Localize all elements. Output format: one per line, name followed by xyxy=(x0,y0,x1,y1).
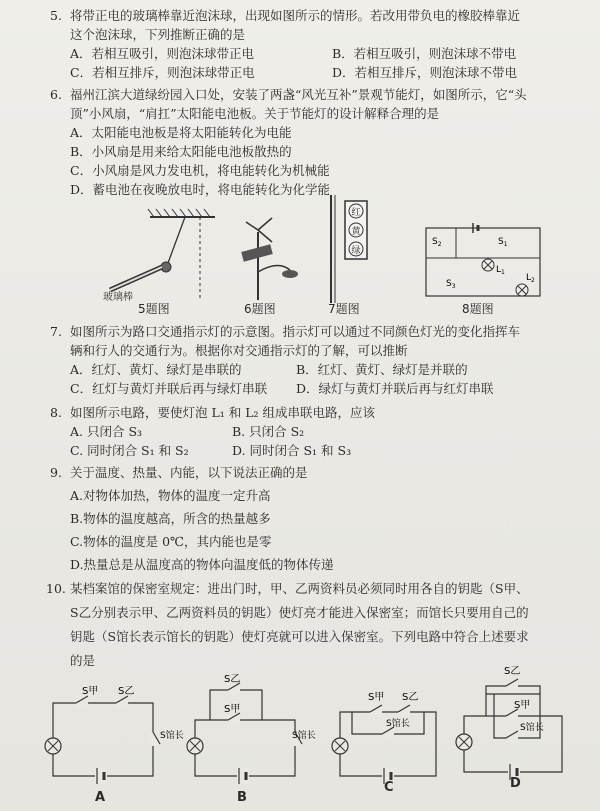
q8-option-d: D. 同时闭合 S₁ 和 S₃ xyxy=(232,443,352,458)
fig8-s3-label: $S_3$ xyxy=(446,279,456,290)
fig7-caption: 7题图 xyxy=(328,302,360,316)
q6-number: 6. xyxy=(50,87,62,102)
q5-option-b: B．若相互吸引，则泡沫球不带电 xyxy=(332,46,517,61)
traffic-light-green: 绿 xyxy=(351,246,361,256)
circuit-b-s-yi: S乙 xyxy=(224,674,241,685)
q6-option-c: C．小风扇是风力发电机，将电能转化为机械能 xyxy=(70,163,330,178)
circuit-c-s-yi: S乙 xyxy=(402,692,419,703)
q7-line1: 7. 如图所示为路口交通指示灯的示意图。指示灯可以通过不同颜色灯光的变化指挥车 xyxy=(50,324,521,339)
q9-number: 9. xyxy=(50,465,62,480)
circuit-d-s-guan: S馆长 xyxy=(520,723,544,733)
fig5-caption: 5题图 xyxy=(138,302,170,316)
q6-option-b: B．小风扇是用来给太阳能电池板散热的 xyxy=(70,144,292,159)
q5-line1: 5. 将带正电的玻璃棒靠近泡沫球，出现如图所示的情形。若改用带负电的橡胶棒靠近 xyxy=(50,8,521,23)
circuit-b-s-guan: S馆长 xyxy=(292,731,316,741)
circuit-d-diagram xyxy=(454,662,570,786)
circuit-d-s-yi: S乙 xyxy=(504,666,521,677)
circuit-b-diagram xyxy=(180,672,315,790)
circuit-c-diagram xyxy=(328,684,448,788)
circuit-a-label: A xyxy=(95,790,106,805)
q5-number: 5. xyxy=(50,8,62,23)
q7-option-b: B．红灯、黄灯、绿灯是并联的 xyxy=(296,362,468,377)
circuit-b-s-jia: S甲 xyxy=(224,704,241,715)
fig8-s2-label: $S_2$ xyxy=(432,237,442,248)
q10-line4: 的是 xyxy=(70,653,96,668)
q9-option-c: C.物体的温度是 0℃，其内能也是零 xyxy=(70,534,272,549)
q10-line3: 钥匙（S馆长表示馆长的钥匙）使灯亮就可以进入保密室。下列电路中符合上述要求 xyxy=(70,629,529,644)
q10-line1: 10. 某档案馆的保密室规定：进出门时，甲、乙两资料员必须同时用各自的钥匙（S甲、 xyxy=(46,581,529,596)
fig6-caption: 6题图 xyxy=(244,302,276,316)
circuit-c-s-guan: S馆长 xyxy=(386,719,410,729)
q9-option-a: A.对物体加热，物体的温度一定升高 xyxy=(70,488,271,503)
q5-option-a: A．若相互吸引，则泡沫球带正电 xyxy=(70,46,255,61)
circuit-c-label: C xyxy=(384,780,394,795)
q8-option-c: C. 同时闭合 S₁ 和 S₂ xyxy=(70,443,189,458)
circuit-b-label: B xyxy=(237,790,247,805)
glass-rod-label: 玻璃棒 xyxy=(103,292,133,303)
q9-option-b: B.物体的温度越高，所含的热量越多 xyxy=(70,511,271,526)
q9-option-d: D.热量总是从温度高的物体向温度低的物体传递 xyxy=(70,557,334,572)
q7-option-d: D．绿灯与黄灯并联后再与红灯串联 xyxy=(296,381,494,396)
circuit-d-label: D xyxy=(510,776,521,791)
fig7-diagram xyxy=(325,195,375,305)
q8-number: 8. xyxy=(50,405,62,420)
q5-option-d: D．若相互排斥，则泡沫球不带电 xyxy=(332,65,518,80)
q7-option-c: C．红灯与黄灯并联后再与绿灯串联 xyxy=(70,381,268,396)
q10-number: 10. xyxy=(46,581,66,596)
q8-option-a: A. 只闭合 S₃ xyxy=(70,424,143,439)
q6-option-a: A．太阳能电池板是将太阳能转化为电能 xyxy=(70,125,292,140)
q6-option-d: D．蓄电池在夜晚放电时，将电能转化为化学能 xyxy=(70,182,331,197)
q7-number: 7. xyxy=(50,324,62,339)
fig8-l1-label: $L_1$ xyxy=(496,265,505,276)
fig8-l2-label: $L_2$ xyxy=(526,273,535,284)
q7-option-a: A．红灯、黄灯、绿灯是串联的 xyxy=(70,362,242,377)
q5-line2: 这个泡沫球，下列推断正确的是 xyxy=(70,27,246,42)
fig8-s1-label: $S_1$ xyxy=(498,237,508,248)
circuit-c-s-jia: S甲 xyxy=(368,692,385,703)
circuit-a-s-jia: S甲 xyxy=(82,686,99,697)
circuit-a-s-yi: S乙 xyxy=(118,686,135,697)
circuit-d-s-jia: S甲 xyxy=(514,700,531,711)
circuit-a-diagram xyxy=(38,686,184,788)
q6-line2: 顶”小风扇，“肩扛”太阳能电池板。关于节能灯的设计解释合理的是 xyxy=(70,106,440,121)
circuit-a-s-guan: S馆长 xyxy=(160,731,184,741)
fig8-diagram xyxy=(418,220,548,300)
q9-line1: 9. 关于温度、热量、内能，以下说法正确的是 xyxy=(50,465,308,480)
q10-line2: S乙分别表示甲、乙两资料员的钥匙）使灯亮才能进入保密室；而馆长只要用自己的 xyxy=(70,605,529,620)
fig6-diagram xyxy=(228,212,308,302)
fig8-caption: 8题图 xyxy=(462,302,494,316)
q7-line2: 辆和行人的交通行为。根据你对交通指示灯的了解，可以推断 xyxy=(70,343,408,358)
traffic-light-red: 红 xyxy=(351,208,361,218)
q6-line1: 6. 福州江滨大道绿纷园入口处，安装了两盏“风光互补”景观节能灯，如图所示，它“头 xyxy=(50,87,527,102)
q8-line1: 8. 如图所示电路，要使灯泡 L₁ 和 L₂ 组成串联电路，应该 xyxy=(50,405,376,420)
q8-option-b: B. 只闭合 S₂ xyxy=(232,424,305,439)
traffic-light-yellow: 黄 xyxy=(351,227,361,237)
q5-option-c: C．若相互排斥，则泡沫球带正电 xyxy=(70,65,255,80)
